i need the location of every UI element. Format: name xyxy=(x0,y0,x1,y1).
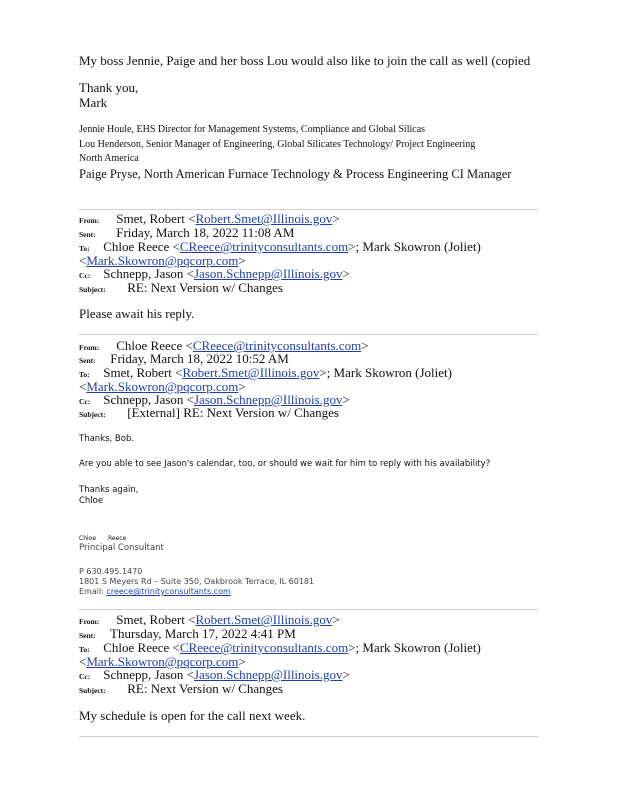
sig-email-link[interactable]: creece@trinityconsultants.com xyxy=(106,587,231,596)
cc-close: > xyxy=(342,667,350,682)
subject-text: RE: Next Version w/ Changes xyxy=(127,280,283,295)
to-open: < xyxy=(79,654,87,669)
cc-name: Schnepp, Jason < xyxy=(103,266,194,281)
cc-name: Schnepp, Jason < xyxy=(103,667,194,682)
email-body-line: Are you able to see Jason's calendar, too, or should we wait for him to reply with his availability? xyxy=(79,459,491,469)
from-email-link[interactable]: Robert.Smet@Illinois.gov xyxy=(195,211,333,226)
to-rest: >; Mark Skowron (Joliet) xyxy=(348,640,481,655)
cc-email-link[interactable]: Jason.Schnepp@Illinois.gov xyxy=(194,392,343,407)
to-close: > xyxy=(238,379,246,394)
to-name: Chloe Reece < xyxy=(103,640,180,655)
signature-lou-line1: Lou Henderson, Senior Manager of Engineering, Global Silicates Technology/ Project Engineering xyxy=(79,139,476,150)
to-close: > xyxy=(238,253,246,268)
signature-paige: Paige Pryse, North American Furnace Technology & Process Engineering CI Manager xyxy=(79,167,512,181)
subject-text: RE: Next Version w/ Changes xyxy=(127,681,283,696)
email-header-subject xyxy=(79,405,339,421)
intro-line: My boss Jennie, Paige and her boss Lou would also like to join the call as well (copied xyxy=(79,53,531,68)
subject-text: [External] RE: Next Version w/ Changes xyxy=(127,405,339,420)
sig-first-name: Chloe xyxy=(79,535,97,542)
from-close: > xyxy=(332,612,340,627)
sent-date: Thursday, March 17, 2022 4:41 PM xyxy=(110,626,296,641)
signature-lou-line2: North America xyxy=(79,153,139,164)
to-label: To: xyxy=(79,244,90,253)
sig-email-label: Email: xyxy=(79,587,107,596)
cc-email-link[interactable]: Jason.Schnepp@Illinois.gov xyxy=(194,266,343,281)
to-email-link[interactable]: Robert.Smet@Illinois.gov xyxy=(182,365,320,380)
to-email2-link[interactable]: Mark.Skowron@pqcorp.com xyxy=(86,379,239,394)
divider xyxy=(79,209,538,210)
divider xyxy=(79,736,538,737)
email-body-line: Thanks, Bob. xyxy=(79,434,135,444)
from-name: Chloe Reece < xyxy=(116,338,193,353)
sent-label: Sent: xyxy=(79,356,96,365)
to-email-link[interactable]: CReece@trinityconsultants.com xyxy=(179,640,349,655)
sig-phone: P 630.495.1470 xyxy=(79,567,143,576)
email-body-line: Thanks again, xyxy=(79,485,139,495)
to-email2-link[interactable]: Mark.Skowron@pqcorp.com xyxy=(86,654,239,669)
divider xyxy=(79,334,538,335)
sig-email-line xyxy=(79,587,231,596)
from-label: From: xyxy=(79,617,100,626)
from-email-link[interactable]: CReece@trinityconsultants.com xyxy=(192,338,362,353)
to-name: Smet, Robert < xyxy=(103,365,183,380)
from-label: From: xyxy=(79,343,100,352)
to-label: To: xyxy=(79,370,90,379)
from-close: > xyxy=(361,338,369,353)
to-rest: >; Mark Skowron (Joliet) xyxy=(348,239,481,254)
to-open: < xyxy=(79,379,87,394)
email-header-subject xyxy=(79,280,283,296)
cc-close: > xyxy=(342,266,350,281)
email-body: Please await his reply. xyxy=(79,306,195,321)
from-close: > xyxy=(332,211,340,226)
to-name: Chloe Reece < xyxy=(103,239,180,254)
sent-date: Friday, March 18, 2022 11:08 AM xyxy=(116,225,295,240)
to-open: < xyxy=(79,253,87,268)
sent-label: Sent: xyxy=(79,230,96,239)
signature-jennie: Jennie Houle, EHS Director for Management Systems, Compliance and Global Silicas xyxy=(79,124,426,135)
intro-thanks: Thank you, xyxy=(79,80,139,95)
subject-label: Subject: xyxy=(79,285,106,294)
sig-address: 1801 S Meyers Rd – Suite 350, Oakbrook Terrace, IL 60181 xyxy=(79,577,315,586)
cc-label: Cc: xyxy=(79,271,91,280)
email-body: My schedule is open for the call next week. xyxy=(79,708,306,723)
email-body-line: Chloe xyxy=(79,496,104,506)
from-name: Smet, Robert < xyxy=(116,612,196,627)
to-label: To: xyxy=(79,645,90,654)
to-email2-link[interactable]: Mark.Skowron@pqcorp.com xyxy=(86,253,239,268)
from-label: From: xyxy=(79,216,100,225)
cc-label: Cc: xyxy=(79,397,91,406)
divider xyxy=(79,609,538,610)
cc-close: > xyxy=(342,392,350,407)
subject-label: Subject: xyxy=(79,410,106,419)
to-close: > xyxy=(238,654,246,669)
intro-name: Mark xyxy=(79,95,108,110)
to-email-link[interactable]: CReece@trinityconsultants.com xyxy=(179,239,349,254)
subject-label: Subject: xyxy=(79,686,106,695)
cc-label: Cc: xyxy=(79,672,91,681)
sig-title: Principal Consultant xyxy=(79,543,164,553)
to-rest: >; Mark Skowron (Joliet) xyxy=(319,365,452,380)
from-email-link[interactable]: Robert.Smet@Illinois.gov xyxy=(195,612,333,627)
sig-last-name: Reece xyxy=(108,535,127,542)
cc-email-link[interactable]: Jason.Schnepp@Illinois.gov xyxy=(194,667,343,682)
from-name: Smet, Robert < xyxy=(116,211,196,226)
sent-label: Sent: xyxy=(79,631,96,640)
cc-name: Schnepp, Jason < xyxy=(103,392,194,407)
sent-date: Friday, March 18, 2022 10:52 AM xyxy=(110,351,289,366)
email-header-subject xyxy=(79,681,283,697)
